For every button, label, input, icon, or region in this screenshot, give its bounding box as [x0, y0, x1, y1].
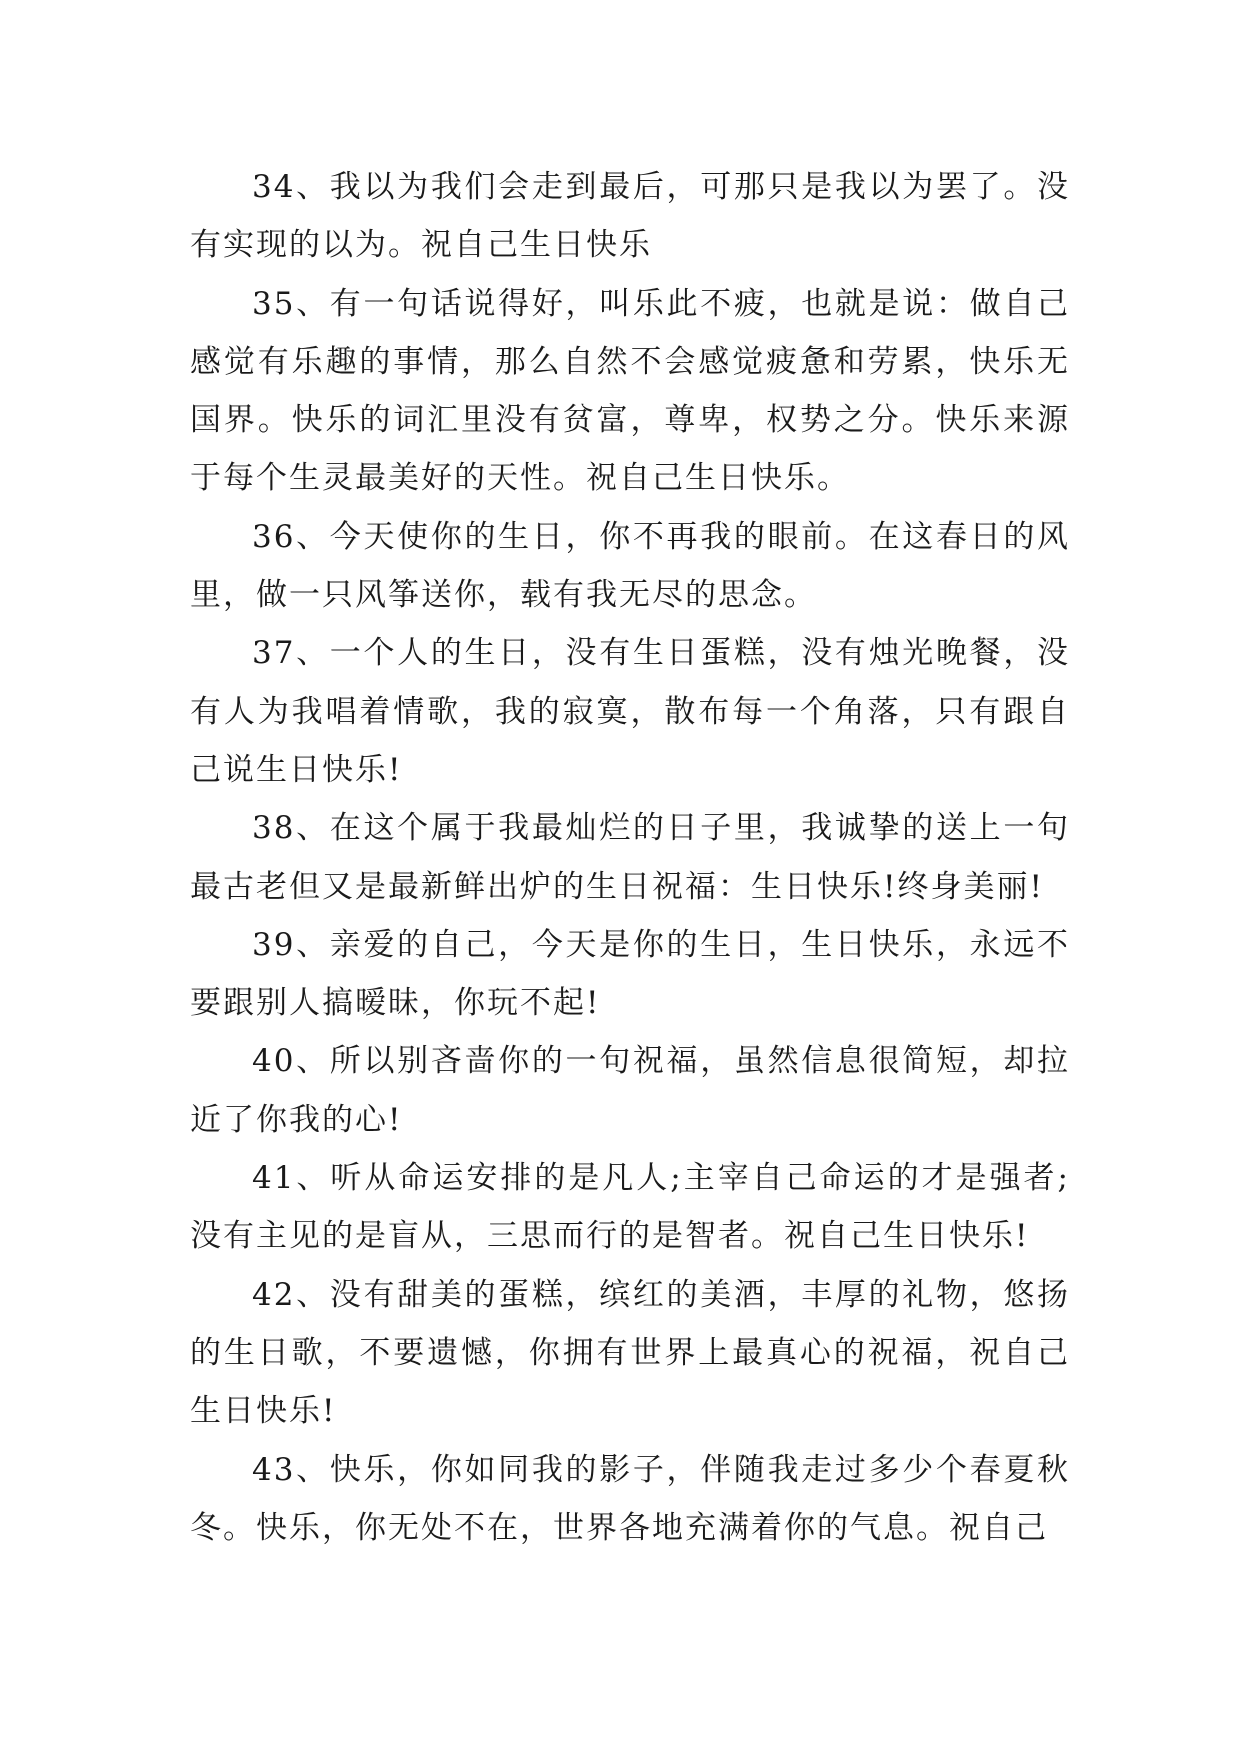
paragraph-39: 39、亲爱的自己，今天是你的生日，生日快乐，永远不要跟别人搞暧昧，你玩不起!	[190, 926, 1070, 1022]
paragraph-38: 38、在这个属于我最灿烂的日子里，我诚挚的送上一句最古老但又是最新鲜出炉的生日祝福：生日快乐!终身美丽!	[190, 810, 1070, 905]
paragraph-36: 36、今天使你的生日，你不再我的眼前。在这春日的风里，做一只风筝送你，载有我无尽的思念。	[190, 518, 1070, 614]
paragraph-41: 41、听从命运安排的是凡人;主宰自己命运的才是强者;没有主见的是盲从，三思而行的是智者。祝自己生日快乐!	[190, 1160, 1070, 1255]
paragraph-40: 40、所以别吝啬你的一句祝福，虽然信息很简短，却拉近了你我的心!	[190, 1043, 1070, 1138]
paragraph-35: 35、有一句话说得好，叫乐此不疲，也就是说：做自己感觉有乐趣的事情，那么自然不会感觉疲惫和劳累，快乐无国界。快乐的词汇里没有贫富，尊卑，权势之分。快乐来源于每个生灵最美好的天性。祝自己生日快乐。	[190, 285, 1070, 497]
paragraph-34: 34、我以为我们会走到最后，可那只是我以为罢了。没有实现的以为。祝自己生日快乐	[190, 169, 1070, 264]
document-body	[190, 158, 1070, 1557]
paragraph-43: 43、快乐，你如同我的影子，伴随我走过多少个春夏秋冬。快乐，你无处不在，世界各地充满着你的气息。祝自己	[190, 1451, 1070, 1546]
paragraph-42: 42、没有甜美的蛋糕，缤红的美酒，丰厚的礼物，悠扬的生日歌，不要遗憾，你拥有世界上最真心的祝福，祝自己生日快乐!	[190, 1276, 1070, 1430]
paragraph-37: 37、一个人的生日，没有生日蛋糕，没有烛光晚餐，没有人为我唱着情歌，我的寂寞，散布每一个角落，只有跟自己说生日快乐!	[190, 635, 1070, 788]
